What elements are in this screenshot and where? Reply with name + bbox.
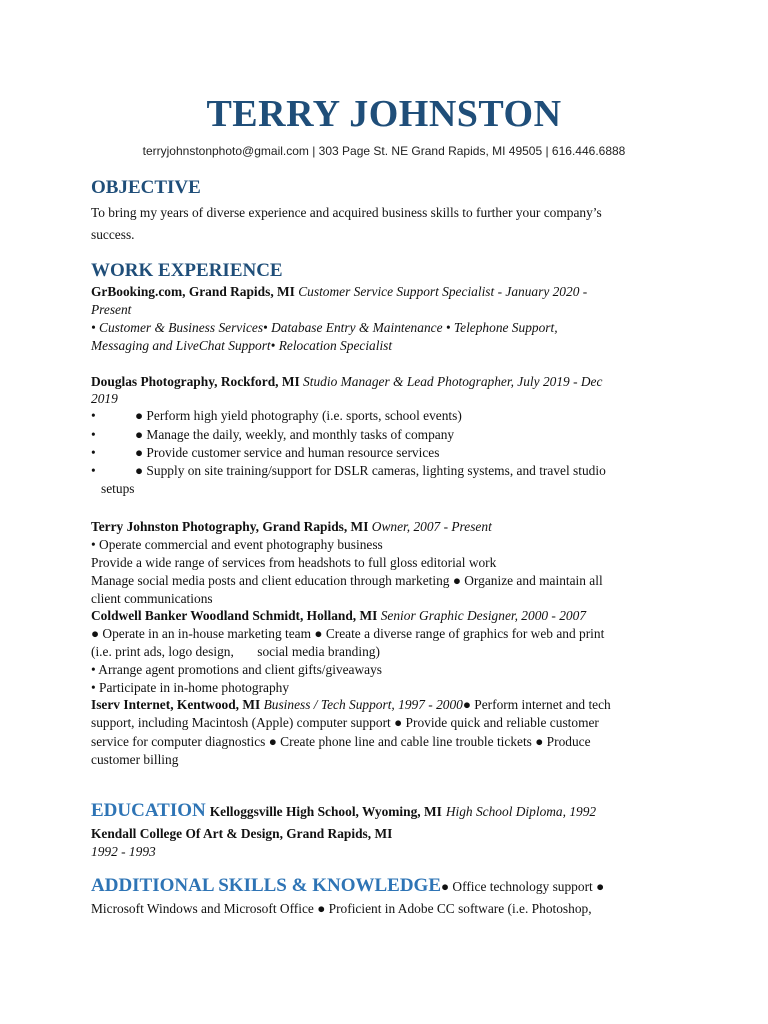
employer: Iserv Internet, Kentwood, MI — [91, 697, 261, 712]
role: Owner, 2007 - Present — [371, 519, 492, 534]
job-line: Manage social media posts and client education through marketing ● Organize and maintain all — [91, 573, 603, 588]
duties-line-2: Messaging and LiveChat Support• Relocation Specialist — [91, 338, 393, 353]
job-line: ● Perform internet and tech — [462, 697, 611, 712]
list-item-text: ● Manage the daily, weekly, and monthly tasks of company — [135, 427, 455, 442]
school-dates: 1992 - 1993 — [91, 844, 156, 859]
job-line: • Operate commercial and event photography business — [91, 537, 383, 552]
school-name: Kendall College Of Art & Design, Grand Rapids, MI — [91, 826, 393, 841]
education-heading: EDUCATION — [91, 800, 206, 821]
job-line: client communications — [91, 591, 213, 606]
job-coldwell-banker-title — [91, 607, 586, 625]
employer: Douglas Photography, Rockford, MI — [91, 374, 300, 389]
skills-line: Microsoft Windows and Microsoft Office ● Proficient in Adobe CC software (i.e. Photoshop, — [91, 901, 592, 916]
school-detail: High School Diploma, 1992 — [445, 804, 597, 819]
role-continued: 2019 — [91, 391, 118, 406]
education-section — [91, 800, 596, 822]
objective-text-line-1: To bring my years of diverse experience and acquired business skills to further your company’s — [91, 205, 602, 220]
objective-text-line-2: success. — [91, 227, 135, 242]
list-item-text: ● Perform high yield photography (i.e. sports, school events) — [135, 408, 462, 423]
job-line: support, including Macintosh (Apple) computer support ● Provide quick and reliable customer — [91, 715, 599, 730]
duties-line-1: • Customer & Business Services• Database Entry & Maintenance • Telephone Support, — [91, 320, 558, 335]
bullet-mark: • — [91, 463, 96, 478]
skills-line: ● Office technology support ● — [441, 879, 605, 894]
role: Studio Manager & Lead Photographer, July 2019 - Dec — [303, 374, 603, 389]
school-name: Kelloggsville High School, Wyoming, MI — [209, 804, 442, 819]
candidate-name: TERRY JOHNSTON — [206, 93, 562, 135]
skills-heading: ADDITIONAL SKILLS & KNOWLEDGE — [91, 875, 441, 896]
role: Customer Service Support Specialist - January 2020 - — [298, 284, 588, 299]
role: Business / Tech Support, 1997 - 2000 — [263, 697, 463, 712]
bullet-mark: • — [91, 408, 96, 423]
job-line: customer billing — [91, 752, 179, 767]
employer: GrBooking.com, Grand Rapids, MI — [91, 284, 295, 299]
bullet-mark: • — [91, 427, 96, 442]
job-line: • Participate in in-home photography — [91, 680, 290, 695]
job-terry-johnston-photography-title — [91, 518, 492, 536]
list-item-text: ● Supply on site training/support for DSLR cameras, lighting systems, and travel studio — [135, 463, 606, 478]
job-line: Provide a wide range of services from headshots to full gloss editorial work — [91, 555, 497, 570]
employer: Terry Johnston Photography, Grand Rapids, MI — [91, 519, 369, 534]
job-douglas-title — [91, 373, 602, 391]
contact-line: terryjohnstonphoto@gmail.com | 303 Page St. NE Grand Rapids, MI 49505 | 616.446.6888 — [142, 144, 626, 158]
work-experience-heading: WORK EXPERIENCE — [91, 260, 283, 281]
job-grbooking-title — [91, 283, 587, 301]
role-continued: Present — [91, 302, 132, 317]
job-iserv-title — [91, 696, 611, 714]
role: Senior Graphic Designer, 2000 - 2007 — [380, 608, 587, 623]
list-item-text: ● Provide customer service and human resource services — [135, 445, 440, 460]
job-line: ● Operate in an in-house marketing team ● Create a diverse range of graphics for web and print — [91, 626, 605, 641]
job-line: service for computer diagnostics ● Create phone line and cable line trouble tickets ● Produce — [91, 734, 591, 749]
objective-heading: OBJECTIVE — [91, 177, 201, 198]
list-item-continued: setups — [101, 481, 135, 496]
job-line: • Arrange agent promotions and client gifts/giveaways — [91, 662, 383, 677]
skills-section — [91, 875, 604, 897]
job-line: (i.e. print ads, logo design, social media branding) — [91, 644, 380, 659]
employer: Coldwell Banker Woodland Schmidt, Holland, MI — [91, 608, 378, 623]
bullet-mark: • — [91, 445, 96, 460]
